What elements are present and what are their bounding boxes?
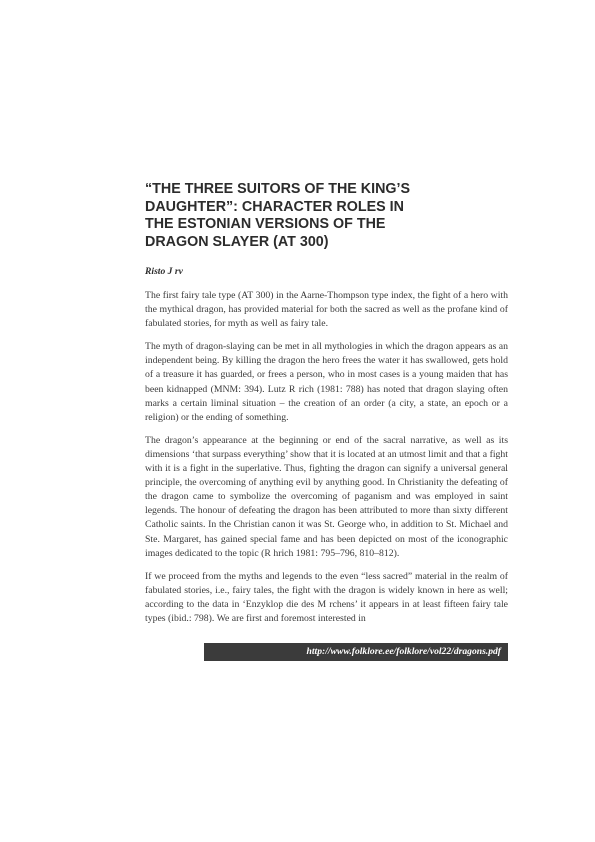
- url-banner: [204, 643, 508, 661]
- title-line: “THE THREE SUITORS OF THE KING’S: [145, 181, 411, 197]
- title-line: DRAGON SLAYER (AT 300): [145, 233, 329, 250]
- source-url-link[interactable]: http://www.folklore.ee/folklore/vol22/dragons.pdf: [306, 646, 501, 657]
- article: [145, 181, 508, 635]
- title-line: DAUGHTER”: CHARACTER ROLES IN: [145, 198, 404, 215]
- title-line: THE ESTONIAN VERSIONS OF THE: [145, 216, 386, 232]
- body-paragraph: The myth of dragon-slaying can be met in all mythologies in which the dragon appears as an independent being. By killing the dragon the hero frees the water it has swallowed, gets hold of a treasure it has guarded, or frees a person, who in most cases is a young maiden that has been kidnapped (MNM: 394). Lutz R rich (1981: 788) has noted that dragon slaying often marks a certain liminal situation – the creation of an order (a city, a state, an epoch or a religion) or the ending of something.: [145, 341, 508, 423]
- article-body: [145, 289, 508, 626]
- body-paragraph: If we proceed from the myths and legends to the even “less sacred” material in the realm of fabulated stories, i.e., fairy tales, the fight with the dragon is widely known in here as well; according to the data in ‘Enzyklop die des M rchens’ it appears in at least fifteen fairy tale types (ibid.: 798). We are first and foremost interested in: [145, 570, 508, 624]
- article-title: [145, 181, 508, 251]
- author-name: Risto J rv: [145, 266, 183, 277]
- body-paragraph: The first fairy tale type (AT 300) in the Aarne-Thompson type index, the fight of a hero with the mythical dragon, has provided material for both the sacred as well as the profane kind of fabulated stories, for myth as well as fairy tale.: [145, 290, 508, 330]
- body-paragraph: The dragon’s appearance at the beginning or end of the sacral narrative, as well as its dimensions ‘that surpass everything’ show that it is located at an utmost limit and that a fight with it is a fight in the superlative. Thus, fighting the dragon can signify a universal general principle, the overcoming of anything evil by anything good. In Christianity the defeating of the dragon came to symbolize the overcoming of paganism and was employed in saint legends. The honour of defeating the dragon has been attributed to more than sixty different Catholic saints. In the Christian canon it was St. George who, in addition to St. Michael and Ste. Margaret, has gained special fame and has been depicted on most of the iconographic images dedicated to the topic (R hrich 1981: 795–796, 810–812).: [145, 434, 508, 559]
